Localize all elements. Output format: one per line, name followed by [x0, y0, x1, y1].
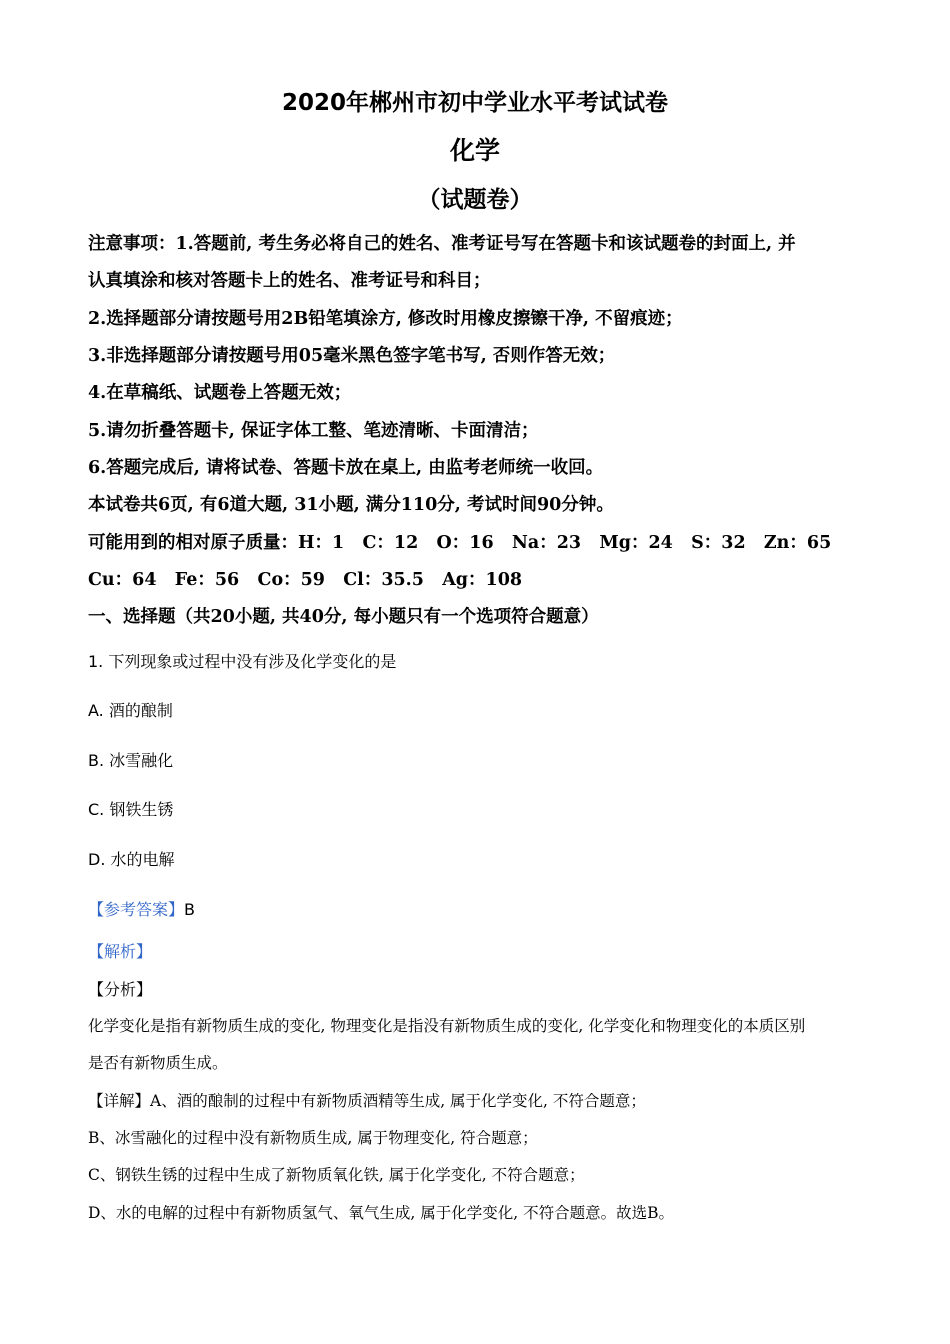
atomic-mass-line-1: 可能用到的相对原子质量：H：1 C：12 O：16 Na：23 Mg：24 S：32 Zn：65 [88, 533, 832, 553]
answer-value: B [184, 900, 195, 919]
paper-type-title: （试题卷） [417, 187, 533, 213]
detail-b: B、冰雪融化的过程中没有新物质生成, 属于物理变化, 符合题意； [88, 1129, 538, 1147]
analysis-line-1: 化学变化是指有新物质生成的变化, 物理变化是指没有新物质生成的变化, 化学变化和物理变化的本质区别 [88, 1017, 806, 1035]
detail-a: 【详解】A、酒的酿制的过程中有新物质酒精等生成, 属于化学变化, 不符合题意； [88, 1092, 646, 1110]
detail-c: C、钢铁生锈的过程中生成了新物质氧化铁, 属于化学变化, 不符合题意； [88, 1166, 585, 1184]
option-c: C. 钢铁生锈 [88, 800, 174, 819]
notice-item-3: 3.非选择题部分请按题号用05毫米黑色签字笔书写, 否则作答无效； [88, 346, 616, 366]
breakdown-label: 【分析】 [88, 980, 153, 999]
detail-d: D、水的电解的过程中有新物质氢气、氧气生成, 属于化学变化, 不符合题意。故选B。 [88, 1204, 675, 1222]
option-d: D. 水的电解 [88, 850, 175, 869]
notice-item-6: 6.答题完成后, 请将试卷、答题卡放在桌上, 由监考老师统一收回。 [88, 458, 604, 478]
notice-item-5: 5.请勿折叠答题卡, 保证字体工整、笔迹清晰、卡面清洁； [88, 421, 539, 441]
paper-summary: 本试卷共6页, 有6道大题, 31小题, 满分110分, 考试时间90分钟。 [88, 495, 614, 515]
notice-line-2: 认真填涂和核对答题卡上的姓名、准考证号和科目； [88, 271, 491, 291]
option-b: B. 冰雪融化 [88, 751, 174, 770]
notice-item-2: 2.选择题部分请按题号用2B铅笔填涂方, 修改时用橡皮擦镲干净, 不留痕迹； [88, 309, 683, 329]
atomic-mass-line-2: Cu：64 Fe：56 Co：59 Cl：35.5 Ag：108 [88, 570, 523, 590]
answer-row [88, 897, 868, 920]
notice-item-4: 4.在草稿纸、试题卷上答题无效； [88, 383, 352, 403]
answer-label: 【参考答案】 [88, 900, 185, 919]
exam-title: 2020年郴州市初中学业水平考试试卷 [281, 90, 668, 116]
subject-title: 化学 [449, 136, 500, 165]
analysis-label: 【解析】 [88, 942, 153, 961]
notice-line-1: 注意事项：1.答题前, 考生务必将自己的姓名、准考证号写在答题卡和该试题卷的封面上, 并 [88, 234, 796, 254]
section-heading: 一、选择题（共20小题, 共40分, 每小题只有一个选项符合题意） [88, 607, 599, 627]
option-a: A. 酒的酿制 [88, 701, 173, 720]
analysis-line-2: 是否有新物质生成。 [88, 1054, 228, 1072]
question-1-stem: 1. 下列现象或过程中没有涉及化学变化的是 [88, 652, 397, 671]
